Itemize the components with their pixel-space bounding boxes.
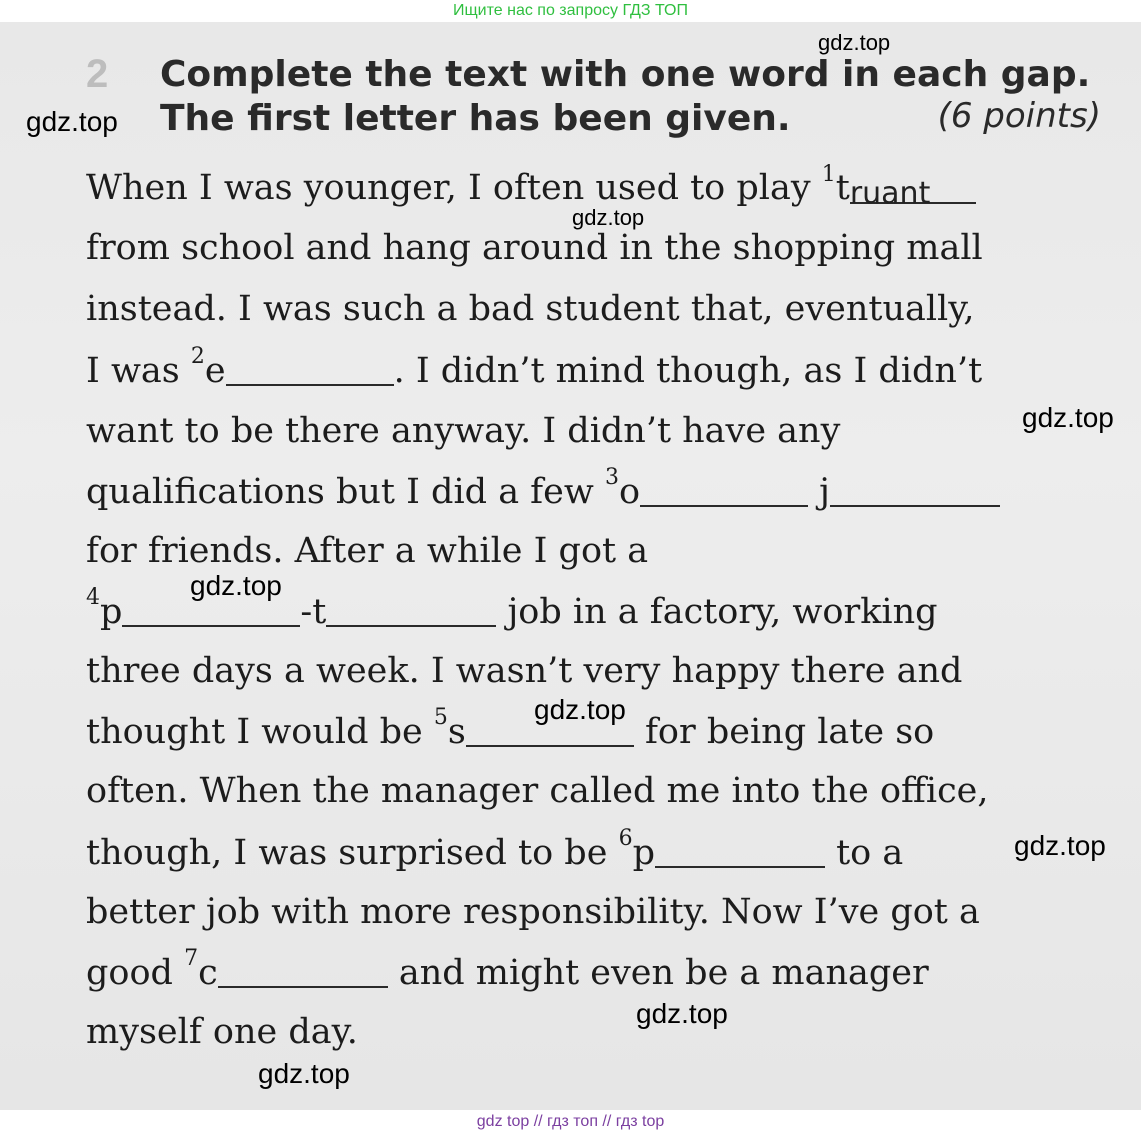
watermark: gdz.top <box>534 694 626 725</box>
watermark: gdz.top <box>26 106 118 137</box>
text-line-12: though, I was surprised to be $^6$p to a <box>86 826 904 873</box>
gap-number-7: 7 <box>184 946 199 971</box>
instruction-line-1: Complete the text with one word in each gap. <box>160 54 1091 95</box>
instruction-line-2: The first letter has been given. <box>160 98 791 139</box>
text-line-9: three days a week. I wasn’t very happy there and <box>86 651 963 691</box>
watermark: gdz.top <box>1022 402 1114 433</box>
watermark: gdz.top <box>818 30 891 55</box>
handwritten-answer-1: ruant <box>849 176 931 211</box>
gap-7 <box>218 956 388 988</box>
gap-number-2: 2 <box>190 344 205 369</box>
gap-2 <box>226 354 394 386</box>
text-line-14: good $^7$c and might even be a manager <box>86 946 929 993</box>
gap-4b <box>326 595 496 627</box>
top-banner: Ищите нас по запросу ГДЗ ТОП <box>0 0 1141 22</box>
text-line-7: for friends. After a while I got a <box>86 531 649 571</box>
gap-3a <box>640 475 808 507</box>
gap-number-4: 4 <box>86 585 100 610</box>
gap-1 <box>849 172 976 211</box>
watermark: gdz.top <box>258 1058 350 1089</box>
gap-number-3: 3 <box>604 465 619 490</box>
bottom-banner: gdz top // гдз топ // гдз top <box>0 1110 1141 1134</box>
exercise-number: 2 <box>86 52 109 96</box>
gap-number-1: 1 <box>821 162 836 187</box>
text-line-10: thought I would be $^5$s for being late so <box>86 705 935 752</box>
text-line-4: I was $^2$e . I didn’t mind though, as I didn’t <box>86 344 983 391</box>
watermark: gdz.top <box>572 205 645 230</box>
gap-number-6: 6 <box>618 826 633 851</box>
text-line-11: often. When the manager called me into the office, <box>86 771 989 811</box>
text-line-2: from school and hang around in the shopping mall <box>86 228 983 268</box>
watermark: gdz.top <box>190 570 282 601</box>
gap-3b <box>830 475 1000 507</box>
watermark: gdz.top <box>1014 830 1106 861</box>
text-line-8: $^4$p -t job in a factory, working <box>86 585 938 632</box>
text-line-13: better job with more responsibility. Now I’ve got a <box>86 892 980 932</box>
watermark: gdz.top <box>636 998 728 1029</box>
gap-number-5: 5 <box>433 705 448 730</box>
gap-6 <box>655 836 825 868</box>
text-line-6: qualifications but I did a few $^3$o j <box>86 471 1000 512</box>
text-line-5: want to be there anyway. I didn’t have any <box>86 411 841 451</box>
text-line-3: instead. I was such a bad student that, eventually, <box>86 289 975 329</box>
text-line-15: myself one day. <box>86 1012 358 1052</box>
points-label: (6 points) <box>937 96 1101 136</box>
text-line-1: When I was younger, I often used to play $^1$truant <box>86 168 976 208</box>
